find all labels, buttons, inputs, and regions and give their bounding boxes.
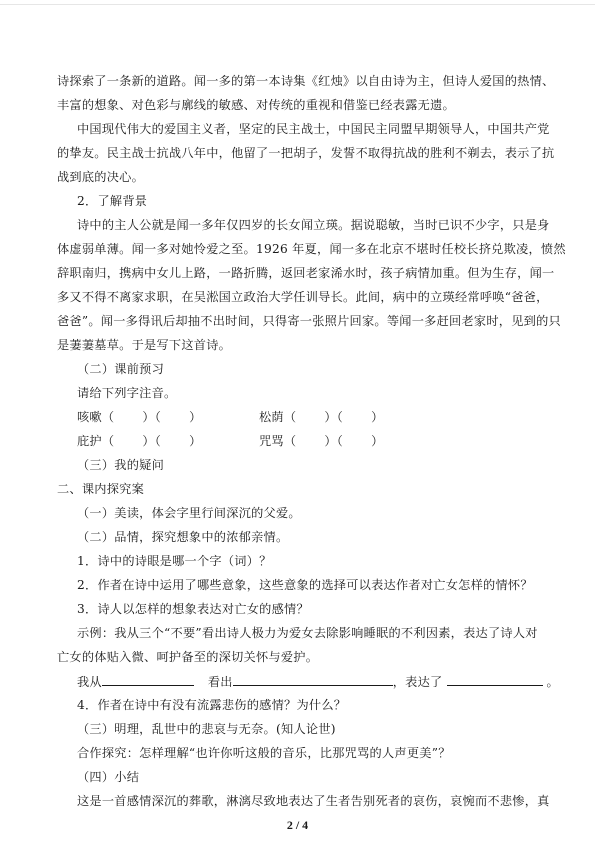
example-line: 亡女的体贴入微、呵护备至的深切关怀与爱护。 (57, 650, 319, 664)
instruction: 请给下列字注音。 (77, 386, 177, 400)
paragraph-line: 辞职南归，携病中女儿上路，一路折腾，返回老家浠水时，孩子病情加重。但为生存，闻一 (57, 266, 555, 280)
paragraph-line: 中国现代伟大的爱国主义者，坚定的民主战士，中国民主同盟早期领导人，中国共产党 (77, 122, 550, 136)
header-rule (0, 4, 595, 5)
pinyin-item: 咳嗽（ ）（ ） (77, 410, 202, 424)
pinyin-item: 松荫（ ）（ ） (259, 410, 384, 424)
example-line: 示例：我从三个“不要”看出诗人极力为爱女去除影响睡眠的不利因素，表达了诗人对 (77, 626, 538, 640)
page-number: 2 / 4 (286, 818, 309, 832)
paragraph-line: 的挚友。民主战士抗战八年中，他留了一把胡子，发誓不取得抗战的胜利不剃去，表示了抗 (57, 146, 555, 160)
section-heading: （三）我的疑问 (77, 458, 165, 472)
section-heading: （四）小结 (77, 770, 140, 784)
section-heading: （二）课前预习 (77, 362, 165, 376)
answer-blank[interactable] (447, 674, 543, 686)
question: 合作探究：怎样理解“也许你听这般的音乐，比那咒骂的人声更美”？ (77, 746, 451, 760)
paragraph-line: 是萋萋墓草。于是写下这首诗。 (57, 338, 232, 352)
section-heading: 二、课内探究案 (57, 482, 145, 496)
paragraph-line: 丰富的想象、对色彩与廓线的敏感、对传统的重视和借鉴已经表露无遗。 (57, 98, 455, 112)
section-heading: （一）美读，体会字里行间深沉的父爱。 (77, 506, 301, 520)
pinyin-item: 咒骂（ ）（ ） (259, 434, 384, 448)
fill-in-sentence: 我从 看出 ，表达了 。 (77, 675, 559, 689)
section-heading: 2．了解背景 (77, 194, 148, 208)
answer-blank[interactable] (102, 674, 194, 686)
question: 3．诗人以怎样的想象表达对亡女的感情？ (77, 602, 309, 616)
question: 1．诗中的诗眼是哪一个字（词）？ (77, 554, 272, 568)
section-heading: （三）明理，乱世中的悲哀与无奈。(知人论世) (77, 722, 336, 736)
paragraph-line: 战到底的决心。 (57, 170, 145, 184)
paragraph-line: 诗中的主人公就是闻一多年仅四岁的长女闻立瑛。据说聪敏，当时已识不少字，只是身 (77, 218, 550, 232)
section-heading: （二）品情，探究想象中的浓郁亲情。 (77, 530, 289, 544)
paragraph-line: 爸爸”。闻一多得讯后却抽不出时间，只得寄一张照片回家。等闻一多赶回老家时，见到的只 (57, 314, 561, 328)
paragraph-line: 多又不得不离家求职，在吴淞国立政治大学任训导长。此间，病中的立瑛经常呼唤“爸爸， (57, 290, 549, 304)
paragraph-line: 这是一首感情深沉的葬歌，淋漓尽致地表达了生者告别死者的哀伤，哀惋而不悲惨，真 (77, 794, 550, 808)
pinyin-item: 庇护（ ）（ ） (77, 434, 202, 448)
question: 2．作者在诗中运用了哪些意象，这些意象的选择可以表达作者对亡女怎样的情怀？ (77, 578, 533, 592)
paragraph-line: 诗探索了一条新的道路。闻一多的第一本诗集《红烛》以自由诗为主，但诗人爱国的热情、 (57, 74, 555, 88)
paragraph-line: 体虚弱单薄。闻一多对她怜爱之至。1926 年夏，闻一多在北京不堪时任校长挤兑欺凌，愤然 (57, 242, 566, 256)
question: 4．作者在诗中有没有流露悲伤的感情？为什么？ (77, 698, 347, 712)
answer-blank[interactable] (233, 674, 393, 686)
